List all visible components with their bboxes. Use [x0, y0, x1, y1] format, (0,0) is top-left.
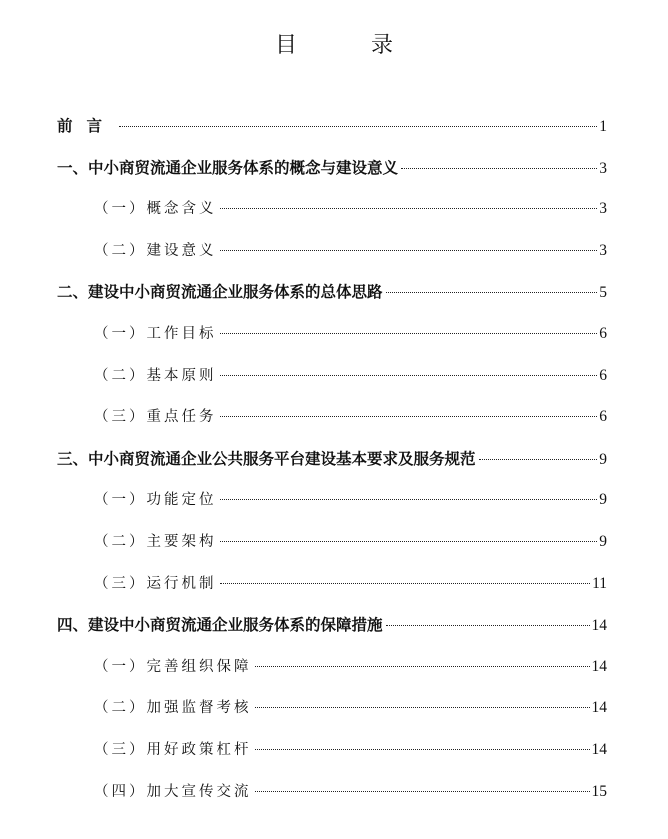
dot-leader [220, 583, 591, 584]
toc-entry-label: （三）重点任务 [94, 409, 217, 425]
toc-page-number: 1 [599, 118, 607, 135]
toc-entry-label: （三）运行机制 [94, 576, 217, 592]
dot-leader [220, 250, 598, 251]
toc-section-entry[interactable] [94, 530, 607, 554]
toc-entry-label: （二）建设意义 [94, 243, 217, 259]
dot-leader [255, 749, 590, 750]
toc-chapter-entry[interactable] [57, 156, 607, 180]
dot-leader [220, 416, 598, 417]
toc-page-number: 3 [599, 160, 607, 177]
toc-chapter-entry[interactable] [57, 114, 607, 138]
toc-section-entry[interactable] [94, 322, 607, 346]
toc-page-number: 14 [591, 741, 607, 758]
toc-page-number: 9 [599, 451, 607, 468]
toc-entry-label: 前言 [57, 117, 117, 135]
toc-chapter-entry[interactable] [57, 613, 607, 637]
toc-page-number: 3 [599, 200, 607, 217]
dot-leader [255, 707, 590, 708]
toc-section-entry[interactable] [94, 655, 607, 679]
dot-leader [255, 666, 590, 667]
toc-entry-label: （二）加强监督考核 [94, 700, 252, 716]
dot-leader [220, 541, 598, 542]
toc-entry-label: 一、中小商贸流通企业服务体系的概念与建设意义 [57, 159, 399, 177]
toc-section-entry[interactable] [94, 572, 607, 596]
toc-entry-label: （一）完善组织保障 [94, 659, 252, 675]
toc-page-number: 6 [599, 408, 607, 425]
dot-leader [220, 333, 598, 334]
toc-entry-label: 三、中小商贸流通企业公共服务平台建设基本要求及服务规范 [57, 450, 476, 468]
toc-section-entry[interactable] [94, 738, 607, 762]
dot-leader [255, 791, 590, 792]
toc-section-entry[interactable] [94, 696, 607, 720]
toc-page-number: 15 [591, 783, 607, 800]
dot-leader [386, 625, 590, 626]
toc-entry-label: （三）用好政策杠杆 [94, 742, 252, 758]
dot-leader [479, 459, 598, 460]
toc-chapter-entry[interactable] [57, 447, 607, 471]
toc-section-entry[interactable] [94, 780, 607, 804]
toc-page-number: 14 [591, 699, 607, 716]
page-title: 目 录 [274, 33, 419, 58]
toc-chapter-entry[interactable] [57, 280, 607, 304]
toc-entry-label: 四、建设中小商贸流通企业服务体系的保障措施 [57, 616, 383, 634]
toc-entry-label: （四）加大宣传交流 [94, 784, 252, 800]
toc-page-number: 5 [599, 284, 607, 301]
toc-section-entry[interactable] [94, 488, 607, 512]
toc-page-number: 6 [599, 367, 607, 384]
toc-entry-label: （一）概念含义 [94, 201, 217, 217]
toc-page-number: 3 [599, 242, 607, 259]
dot-leader [220, 375, 598, 376]
toc-section-entry[interactable] [94, 239, 607, 263]
toc-entry-label: （二）基本原则 [94, 368, 217, 384]
dot-leader [119, 126, 597, 127]
toc-page-number: 14 [591, 658, 607, 675]
toc-page-number: 14 [591, 617, 607, 634]
toc-entry-label: （一）工作目标 [94, 326, 217, 342]
dot-leader [401, 168, 597, 169]
toc-page-number: 11 [592, 575, 607, 592]
dot-leader [220, 208, 598, 209]
toc-section-entry[interactable] [94, 405, 607, 429]
toc-page-number: 9 [599, 491, 607, 508]
toc-page-number: 6 [599, 325, 607, 342]
dot-leader [386, 292, 598, 293]
dot-leader [220, 499, 598, 500]
toc-section-entry[interactable] [94, 364, 607, 388]
toc-entry-label: （一）功能定位 [94, 492, 217, 508]
toc-entry-label: （二）主要架构 [94, 534, 217, 550]
toc-page-number: 9 [599, 533, 607, 550]
toc-section-entry[interactable] [94, 197, 607, 221]
toc-entry-label: 二、建设中小商贸流通企业服务体系的总体思路 [57, 283, 383, 301]
